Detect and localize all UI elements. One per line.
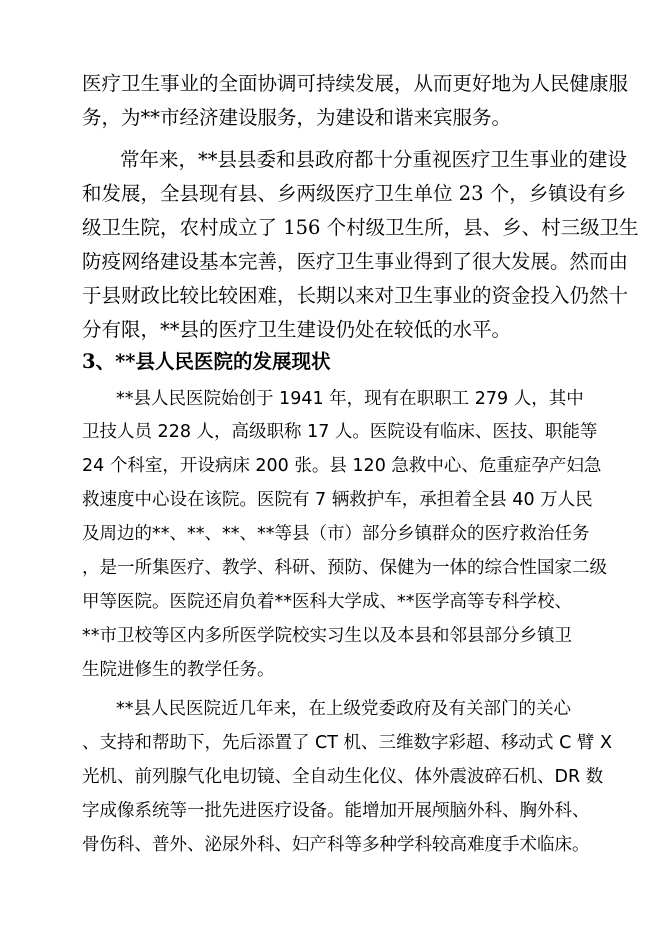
body-text-line: 字成像系统等一批先进医疗设备。能增加开展颅脑外科、胸外科、 bbox=[82, 801, 590, 821]
body-text-line: 防疫网络建设基本完善，医疗卫生事业得到了很大发展。然而由 bbox=[82, 250, 629, 273]
section-heading: 3、**县人民医院的发展现状 bbox=[82, 350, 331, 373]
body-text-line: 及周边的**、**、**、**等县（市）部分乡镇群众的医疗救治任务 bbox=[82, 524, 590, 544]
body-text-line: 生院进修生的教学任务。 bbox=[82, 660, 275, 680]
body-text-line: ，是一所集医疗、教学、科研、预防、保健为一体的综合性国家二级 bbox=[82, 558, 607, 578]
body-text-line: 骨伤科、普外、泌尿外科、妇产科等多种学科较高难度手术临床。 bbox=[82, 835, 590, 855]
body-text-line: 光机、前列腺气化电切镜、全自动生化仪、体外震波碎石机、DR 数 bbox=[82, 767, 604, 787]
body-text-line: 于县财政比较比较困难，长期以来对卫生事业的资金投入仍然十 bbox=[82, 284, 629, 307]
body-text-line: 卫技人员 228 人，高级职称 17 人。医院设有临床、医技、职能等 bbox=[82, 422, 598, 442]
body-text-line: 级卫生院，农村成立了 156 个村级卫生所，县、乡、村三级卫生 bbox=[82, 216, 639, 239]
body-text-line: **县人民医院近几年来，在上级党委政府及有关部门的关心 bbox=[116, 699, 571, 719]
body-text-line: 常年来，**县县委和县政府都十分重视医疗卫生事业的建设 bbox=[120, 148, 628, 171]
body-text-line: 分有限，**县的医疗卫生建设仍处在较低的水平。 bbox=[82, 318, 512, 341]
body-text-line: 医疗卫生事业的全面协调可持续发展，从而更好地为人民健康服 bbox=[82, 72, 629, 95]
body-text-line: **县人民医院始创于 1941 年，现有在职职工 279 人，其中 bbox=[116, 389, 584, 409]
body-text-line: 、支持和帮助下，先后添置了 CT 机、三维数字彩超、移动式 C 臂 X bbox=[82, 733, 612, 753]
body-text-line: **市卫校等区内多所医学院校实习生以及本县和邻县部分乡镇卫 bbox=[82, 626, 572, 646]
body-text-line: 救速度中心设在该院。医院有 7 辆救护车，承担着全县 40 万人民 bbox=[82, 490, 593, 510]
body-text-line: 和发展，全县现有县、乡两级医疗卫生单位 23 个，乡镇设有乡 bbox=[82, 182, 627, 205]
body-text-line: 24 个科室，开设病床 200 张。县 120 急救中心、危重症孕产妇急 bbox=[82, 456, 602, 476]
body-text-line: 务，为**市经济建设服务，为建设和谐来宾服务。 bbox=[82, 106, 512, 129]
body-text-line: 甲等医院。医院还肩负着**医科大学成、**医学高等专科学校、 bbox=[82, 592, 572, 612]
